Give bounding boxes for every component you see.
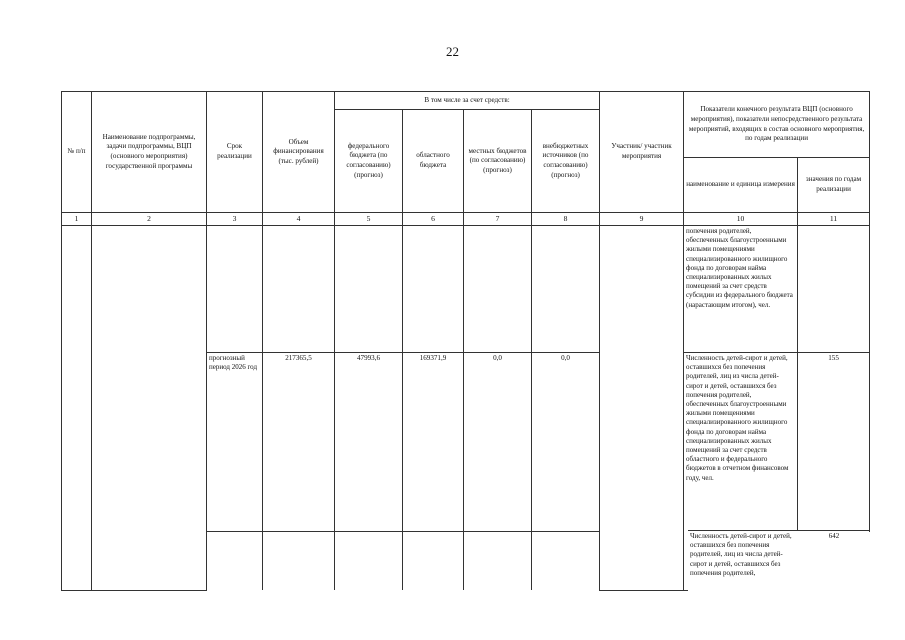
header-extrabudget: внебюджетных источников (по согласованию) (прогноз) [532, 110, 600, 213]
column-number: 6 [403, 213, 464, 226]
cell-federal [335, 532, 403, 591]
table-row [62, 226, 870, 353]
cell-regional [403, 226, 464, 353]
cell-local: 0,0 [464, 353, 532, 532]
page-number: 22 [446, 44, 459, 59]
cell-indicator-value: 155 [798, 353, 870, 532]
cell-indicator-name: попечения родителей, обеспеченных благоустроенными жилыми помещениями специализированного жилищного фонда по договорам найма специализированных жилых помещений за счет средств субсидии из федерального бюджета (нарастающим итогом), чел. [684, 226, 798, 353]
cell-volume [263, 226, 335, 353]
cell-regional [403, 532, 464, 591]
cell-term: прогнозный период 2026 год [207, 353, 263, 532]
cell-participant [600, 226, 684, 591]
column-number: 10 [684, 213, 798, 226]
cell-regional: 169371,9 [403, 353, 464, 532]
header-federal: федерального бюджета (по согласованию) (прогноз) [335, 110, 403, 213]
cell-num [62, 226, 92, 591]
program-table [61, 91, 870, 591]
cell-term [207, 532, 263, 591]
column-number: 7 [464, 213, 532, 226]
column-number: 4 [263, 213, 335, 226]
cell-extrabudget: 0,0 [532, 353, 600, 532]
cell-extrabudget [532, 532, 600, 591]
header-term: Срок реализации [207, 92, 263, 213]
column-number: 11 [798, 213, 870, 226]
cell-indicator-value-2: 642 [799, 530, 869, 546]
cell-federal: 47993,6 [335, 353, 403, 532]
cell-indicator-name-2: Численность детей-сирот и детей, оставшихся без попечения родителей, лиц из числа детей-сирот и детей, оставшихся без попечения родителей, [688, 530, 800, 593]
header-name: Наименование подпрограммы, задачи подпрограммы, ВЦП (основного мероприятия) государственной программы [92, 92, 207, 213]
header-indicators-group: Показатели конечного результата ВЦП (основного мероприятия), показатели непосредственного результата мероприятий, входящих в состав основного мероприятия, по годам реализации [684, 92, 870, 158]
cell-federal [335, 226, 403, 353]
cell-local [464, 226, 532, 353]
header-indicator-name: наименование и единица измерения [684, 158, 798, 213]
header-participant: Участник/ участник мероприятия [600, 92, 684, 213]
column-number: 1 [62, 213, 92, 226]
column-number-row [62, 213, 870, 226]
header-regional: областного бюджета [403, 110, 464, 213]
header-num: № п/п [62, 92, 92, 213]
header-volume: Объем финансирования (тыс. рублей) [263, 92, 335, 213]
cell-term [207, 226, 263, 353]
cell-name [92, 226, 207, 591]
header-local: местных бюджетов (по согласованию) (прогноз) [464, 110, 532, 213]
column-number: 9 [600, 213, 684, 226]
header-sources-group: В том числе за счет средств: [335, 92, 600, 110]
cell-volume: 217365,5 [263, 353, 335, 532]
column-number: 5 [335, 213, 403, 226]
cell-volume [263, 532, 335, 591]
column-number: 3 [207, 213, 263, 226]
cell-local [464, 532, 532, 591]
header-row-1 [62, 92, 870, 110]
column-number: 8 [532, 213, 600, 226]
cell-indicator-value [798, 226, 870, 353]
column-number: 2 [92, 213, 207, 226]
cell-indicator-name: Численность детей-сирот и детей, оставшихся без попечения родителей, лиц из числа детей-сирот и детей, оставшихся без попечения родителей, обеспеченных благоустроенными жилыми помещениями специализированного жилищного фонда по договорам найма специализированных жилых помещений за счет средств областного и федерального бюджетов в отчетном финансовом году, чел. [684, 353, 798, 591]
cell-extrabudget [532, 226, 600, 353]
header-indicator-value: значения по годам реализации [798, 158, 870, 213]
